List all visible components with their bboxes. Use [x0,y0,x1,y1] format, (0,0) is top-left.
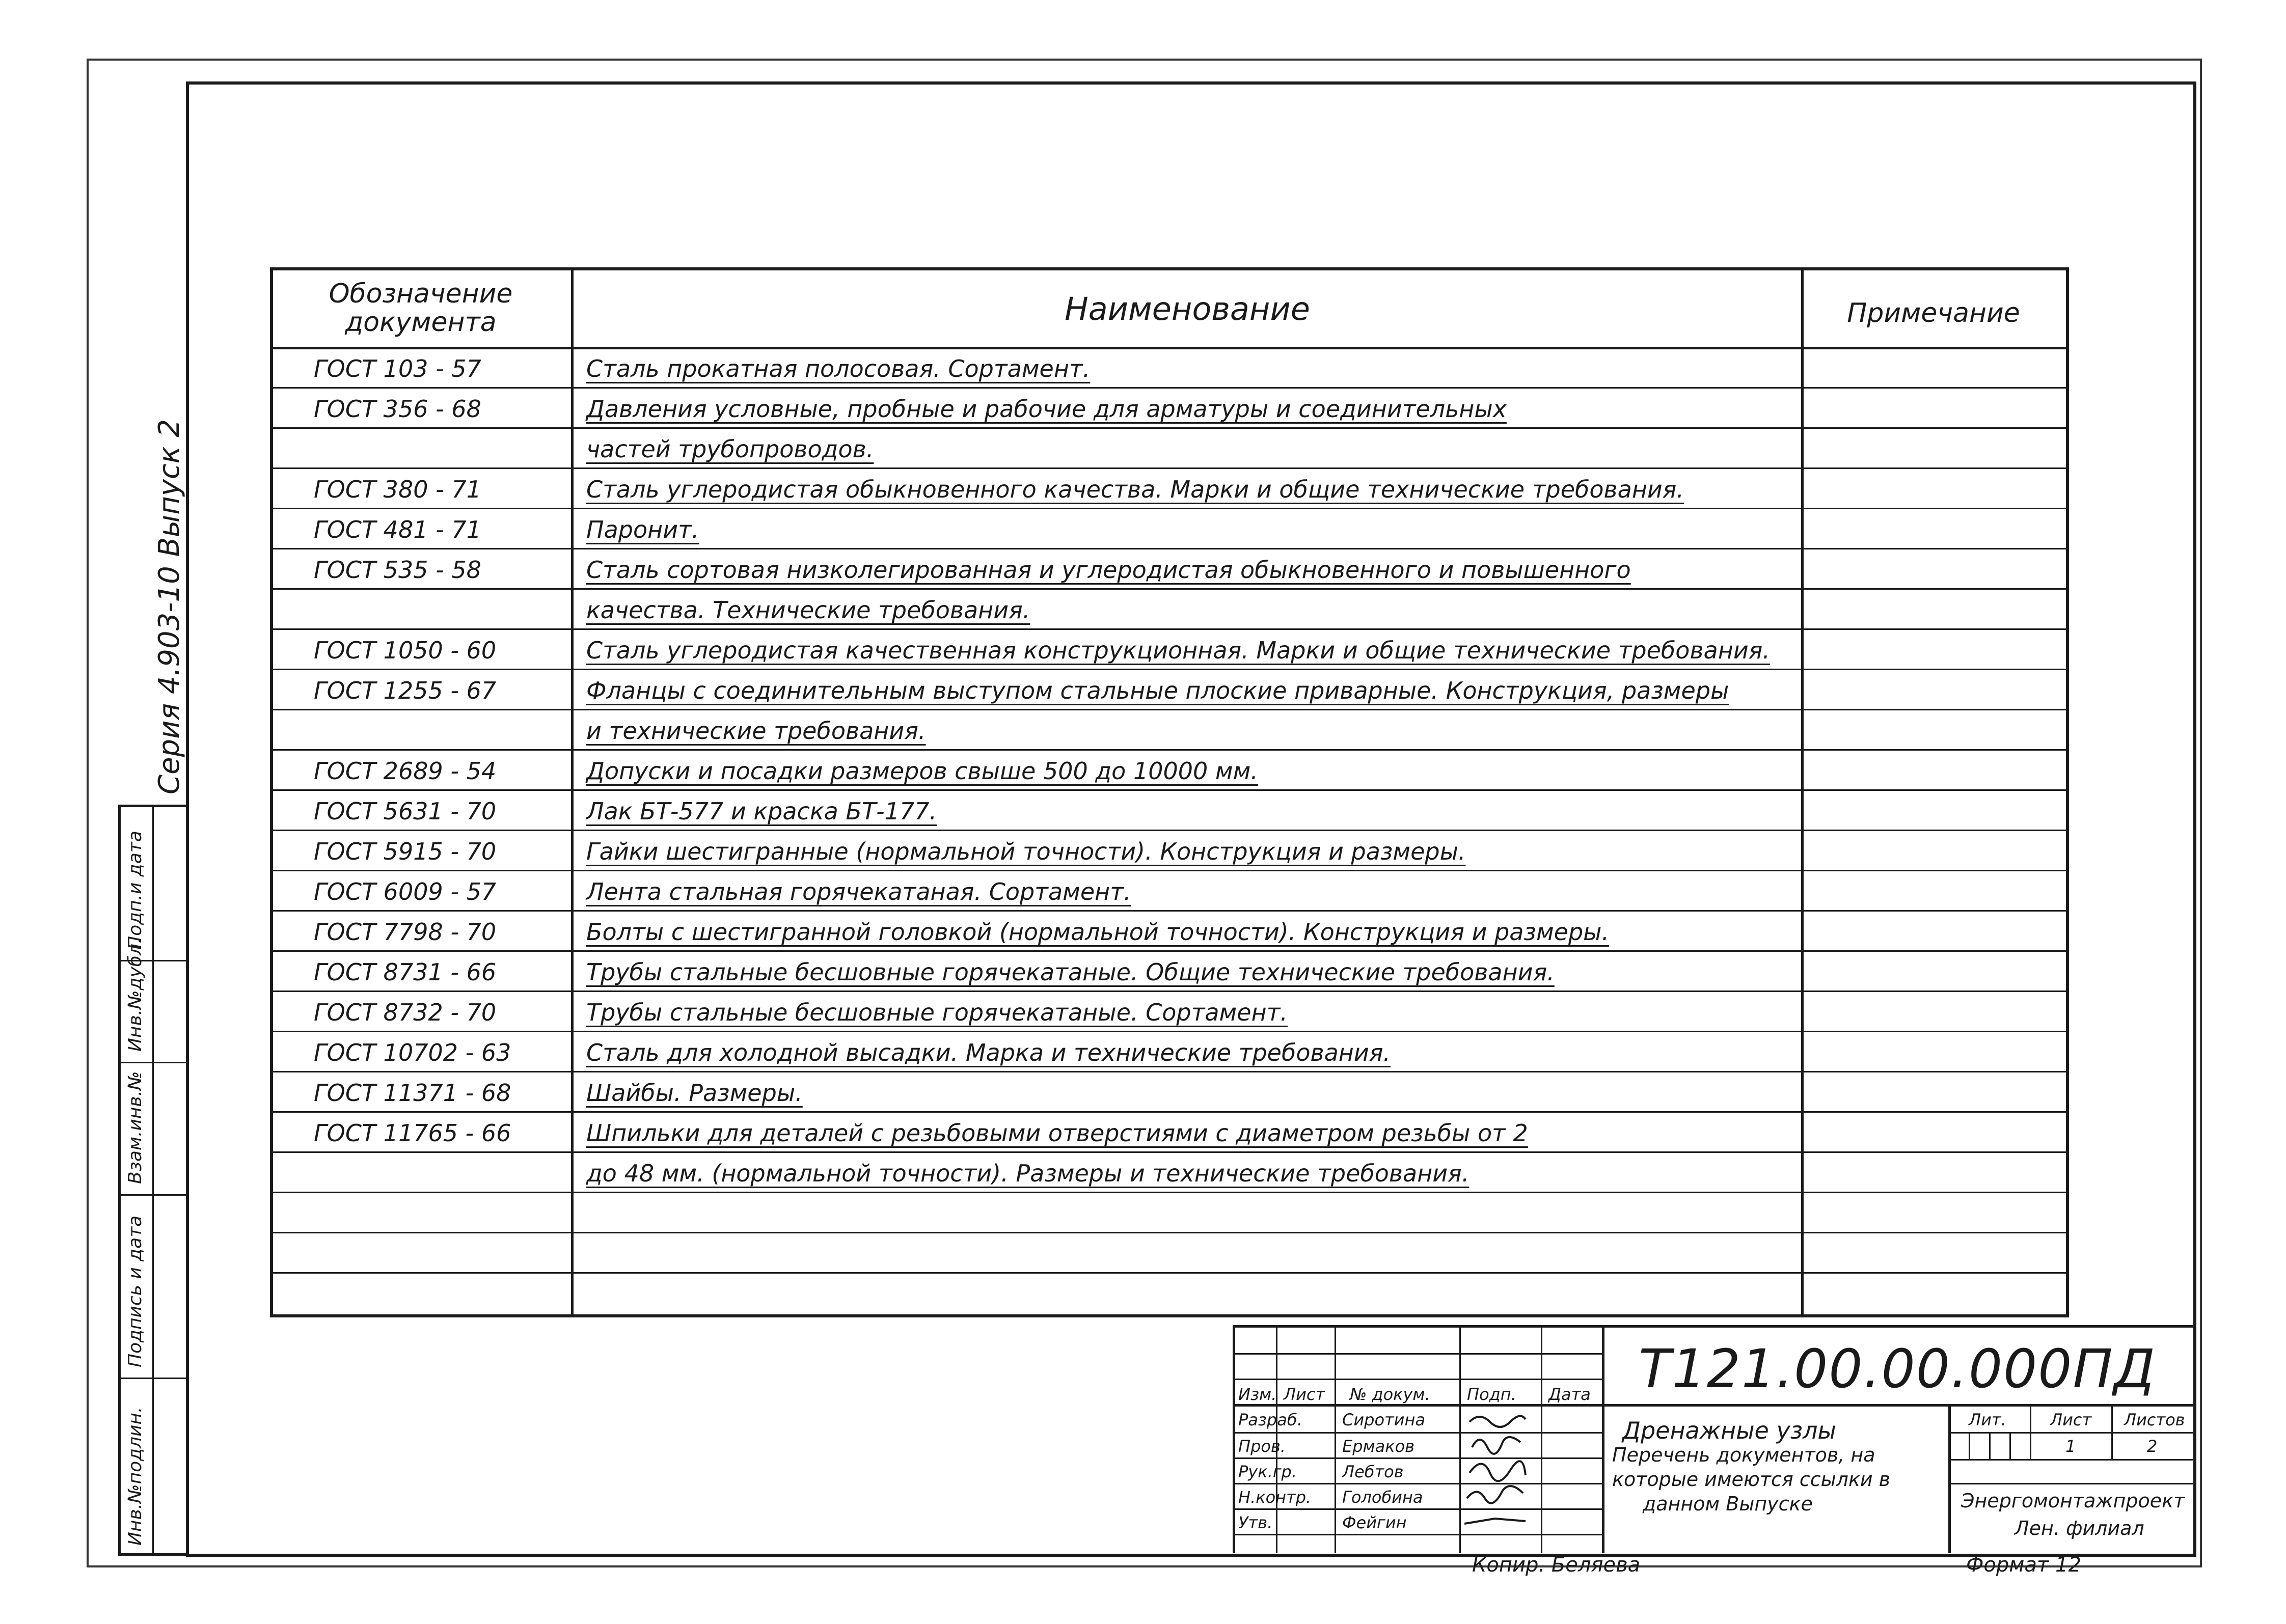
sheets-label: Листов [2124,1410,2185,1429]
row-name: до 48 мм. (нормальной точности). Размеры и технические требования. [586,1160,1469,1187]
role-n-kontr: Н.контр. [1238,1488,1312,1507]
lit-label: Лит. [1969,1410,2006,1429]
copied-by: Копир. Беляева [1472,1553,1641,1577]
col-izm: Изм. [1238,1385,1277,1404]
row-name: Допуски и посадки размеров свыше 500 до 10000 мм. [586,757,1258,785]
row-code: ГОСТ 103 - 57 [314,355,481,382]
strip-label-inv-podlin: Инв.№подлин. [125,1407,146,1546]
signatures [1459,1404,1541,1536]
row-code: ГОСТ 2689 - 54 [314,757,497,785]
row-code: ГОСТ 7798 - 70 [314,918,497,946]
name-razrab: Сиротина [1342,1410,1425,1429]
org-line-1: Энергомонтажпроект [1961,1490,2185,1512]
row-code: ГОСТ 5631 - 70 [314,797,497,825]
document-code: Т121.00.00.000ПД [1639,1338,2156,1400]
title-line-4: данном Выпуске [1643,1493,1813,1515]
row-code: ГОСТ 1255 - 67 [314,677,497,704]
row-name: Трубы стальные бесшовные горячекатаные. Сортамент. [586,999,1288,1026]
row-name: Болты с шестигранной головкой (нормальной точности). Конструкция и размеры. [586,918,1610,946]
row-code: ГОСТ 481 - 71 [314,516,481,543]
row-name: Сталь сортовая низколегированная и углеродистая обыкновенного и повышенного [586,556,1631,584]
row-code: ГОСТ 10702 - 63 [314,1039,511,1066]
row-name: Сталь углеродистая качественная конструкционная. Марки и общие технические требования. [586,637,1771,664]
row-code: ГОСТ 380 - 71 [314,476,481,503]
col-podp: Подп. [1467,1385,1516,1404]
col-list: Лист [1284,1385,1325,1404]
row-code: ГОСТ 5915 - 70 [314,838,497,865]
role-razrab: Разраб. [1238,1410,1302,1429]
org-line-2: Лен. филиал [2015,1517,2144,1539]
title-line-2: Перечень документов, на [1612,1444,1875,1466]
left-stamp-strip [118,805,188,1556]
strip-label-vzam-inv: Взам.инв.№ [125,1071,146,1184]
role-ruk-gr: Рук.гр. [1238,1462,1297,1481]
title-line-3: которые имеются ссылки в [1612,1468,1891,1491]
format-label: Формат 12 [1966,1553,2081,1577]
row-name: Фланцы с соединительным выступом стальные плоские приварные. Конструкция, размеры [586,677,1729,704]
name-utv: Фейгин [1342,1513,1407,1532]
row-name: Давления условные, пробные и рабочие для арматуры и соединительных [586,395,1507,423]
row-name: Сталь прокатная полосовая. Сортамент. [586,355,1091,382]
row-name: Сталь для холодной высадки. Марка и технические требования. [586,1039,1391,1066]
row-code: ГОСТ 535 - 58 [314,556,481,584]
sheet-label: Лист [2050,1410,2092,1429]
sheets-total: 2 [2147,1437,2158,1456]
row-code: ГОСТ 11765 - 66 [314,1119,511,1147]
name-prov: Ермаков [1342,1437,1415,1456]
title-block [1233,1325,2193,1553]
row-code: ГОСТ 8731 - 66 [314,958,497,986]
row-name: Шайбы. Размеры. [586,1079,803,1107]
row-name: и технические требования. [586,717,926,745]
row-name: Лак БТ-577 и краска БТ-177. [586,797,937,825]
row-name: качества. Технические требования. [586,596,1030,624]
row-code: ГОСТ 1050 - 60 [314,637,497,664]
header-note: Примечание [1847,298,2020,328]
strip-label-podpis-data: Подпись и дата [125,1215,146,1367]
row-code: ГОСТ 8732 - 70 [314,999,497,1026]
col-doc-num: № докум. [1350,1385,1430,1404]
name-ruk-gr: Лебтов [1342,1462,1404,1481]
row-name: Гайки шестигранные (нормальной точности). Конструкция и размеры. [586,838,1466,865]
col-data: Дата [1548,1385,1591,1404]
strip-label-podp-data-top: Подп.и дата [125,831,146,950]
title-line-1: Дренажные узлы [1622,1417,1836,1444]
row-name: Шпильки для деталей с резьбовыми отверстиями с диаметром резьбы от 2 [586,1119,1528,1147]
role-utv: Утв. [1238,1513,1273,1532]
row-code: ГОСТ 11371 - 68 [314,1079,511,1107]
row-name: Лента стальная горячекатаная. Сортамент. [586,878,1131,905]
row-name: Паронит. [586,516,699,543]
row-name: Сталь углеродистая обыкновенного качества. Марки и общие технические требования. [586,476,1684,503]
reference-documents-table [270,267,2069,1317]
name-n-kontr: Голобина [1342,1488,1423,1507]
strip-label-inv-dubl: Инв.№дубл. [125,938,146,1052]
role-prov: Пров. [1238,1437,1286,1456]
row-name: Трубы стальные бесшовные горячекатаные. Общие технические требования. [586,958,1555,986]
header-name: Наименование [1065,290,1310,327]
sheet-number: 1 [2065,1437,2076,1456]
header-designation: Обозначение документа [329,279,513,338]
series-label: Серия 4.903-10 Выпуск 2 [153,419,186,794]
row-code: ГОСТ 356 - 68 [314,395,481,423]
row-code: ГОСТ 6009 - 57 [314,878,497,905]
row-name: частей трубопроводов. [586,435,874,463]
